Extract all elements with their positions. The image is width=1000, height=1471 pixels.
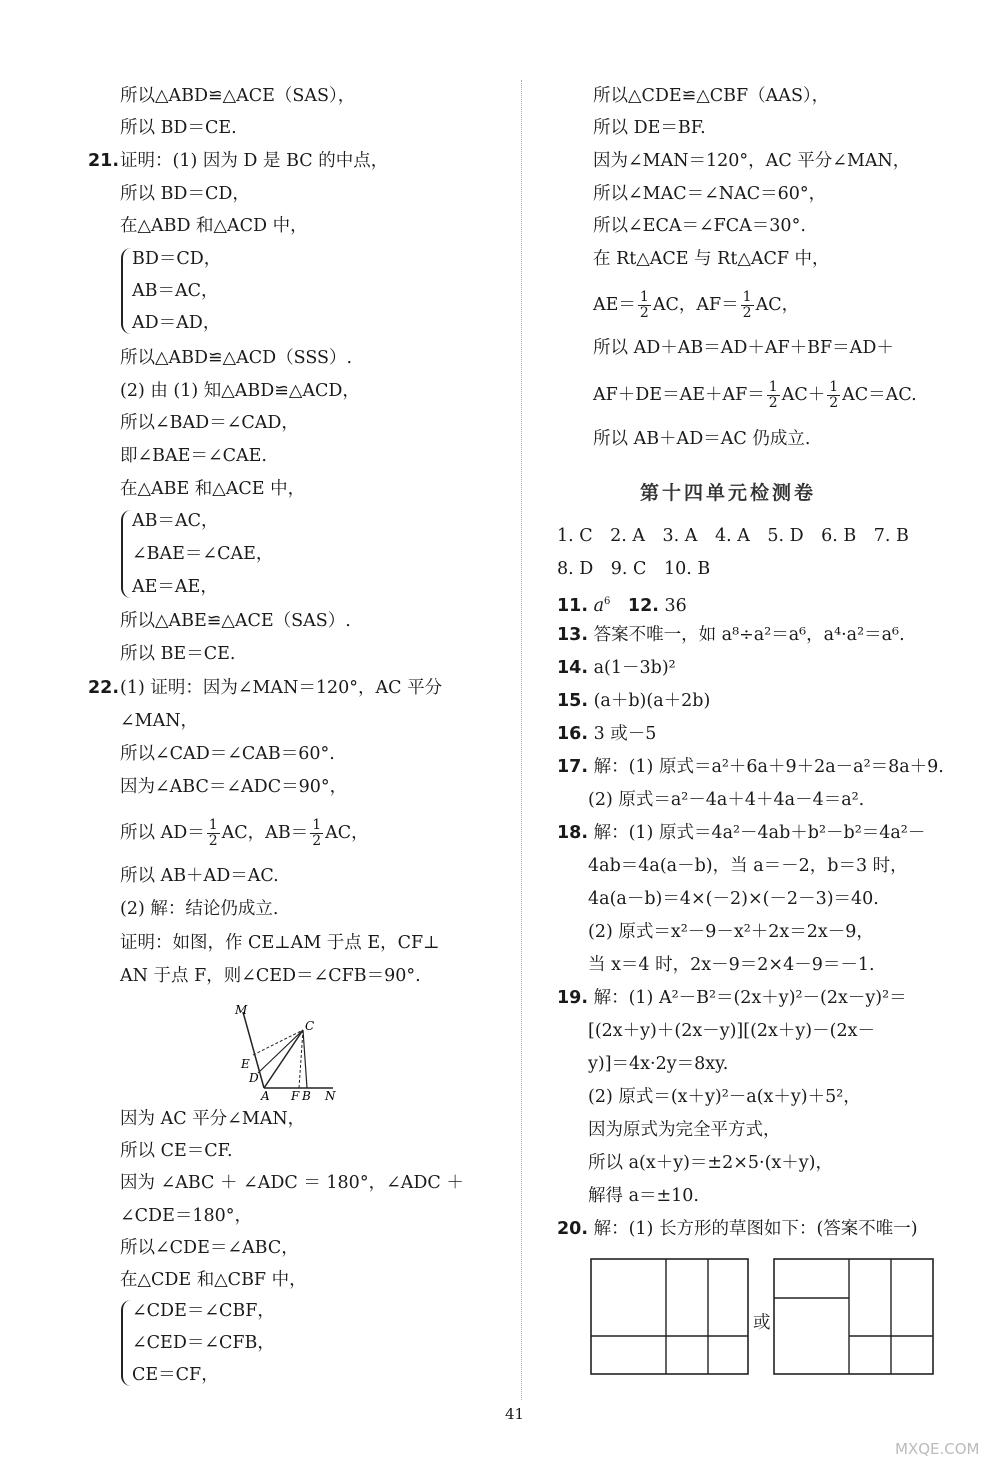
label-d: D (249, 1071, 259, 1085)
numerator: 1 (639, 289, 649, 305)
brace (121, 248, 131, 334)
denominator: 2 (312, 833, 322, 849)
geometry-figure (225, 1000, 345, 1105)
text-line: 当 x＝4 时，2x－9＝2×4－9＝－1. (588, 955, 875, 975)
answer-text: 解：(1) 长方形的草图如下：(答案不唯一) (593, 1219, 918, 1239)
text-segment: AC， (755, 295, 800, 315)
fraction-line (593, 290, 799, 321)
text-line: (2) 解：结论仍成立. (120, 899, 279, 919)
text-line: (1) 证明：因为∠MAN＝120°，AC 平分 (120, 678, 443, 698)
text-segment: AC，AF＝ (652, 295, 739, 315)
text-line: (2) 原式＝(x＋y)²－a(x＋y)＋5²， (588, 1087, 861, 1107)
answer-number: 15. (557, 691, 589, 711)
answer-17 (557, 756, 944, 778)
segment-ce (253, 1030, 303, 1055)
text-line: y)]＝4x·2y＝8xy. (588, 1054, 729, 1074)
answers-row: 1. C 2. A 3. A 4. A 5. D 6. B 7. B (557, 526, 909, 546)
text-line: ∠CED＝∠CFB， (132, 1333, 275, 1353)
text-line: 所以 a(x＋y)＝±2×5·(x＋y)， (588, 1153, 833, 1173)
text-line: 所以 BD＝CE. (120, 118, 237, 138)
brace (121, 1300, 131, 1386)
text-line: 在 Rt△ACE 与 Rt△ACF 中， (593, 249, 830, 269)
text-line: BD＝CD， (132, 249, 222, 269)
text-line: 所以∠BAD＝∠CAD， (120, 413, 299, 433)
label-b: B (302, 1089, 311, 1103)
text-segment: AC， (325, 823, 369, 843)
outer-rect (591, 1259, 748, 1374)
text-segment: 所以 AD＝ (120, 823, 205, 843)
label-m: M (235, 1003, 248, 1017)
segment-cb (303, 1030, 307, 1088)
brace (121, 510, 131, 598)
text-line: 所以 BD＝CD， (120, 184, 250, 204)
answer-15 (557, 690, 710, 712)
rectangle-sketch-2 (773, 1258, 935, 1376)
segment-cd (258, 1030, 303, 1073)
numerator: 1 (312, 817, 322, 833)
numerator: 1 (768, 379, 778, 395)
text-line: 解得 a＝±10. (588, 1186, 699, 1206)
answer-text: 解：(1) A²－B²＝(2x＋y)²－(2x－y)²＝ (593, 988, 907, 1008)
text-line: 所以 DE＝BF. (593, 118, 706, 138)
numerator: 1 (208, 817, 218, 833)
text-segment: AC，AB＝ (221, 823, 309, 843)
text-line: 证明：如图，作 CE⊥AM 于点 E，CF⊥ (120, 933, 440, 953)
answer-14 (557, 657, 676, 679)
text-line: AN 于点 F，则∠CED＝∠CFB＝90°. (120, 966, 421, 986)
text-line: ∠MAN， (120, 711, 199, 731)
label-n: N (325, 1089, 336, 1103)
answer-number: 13. (557, 625, 589, 645)
label-c: C (305, 1019, 315, 1033)
denominator: 2 (639, 305, 649, 321)
answer-16 (557, 723, 656, 745)
text-line: 即∠BAE＝∠CAE. (120, 446, 267, 466)
text-segment: AC＝AC. (842, 385, 917, 405)
text-line: 因为原式为完全平方式， (588, 1120, 781, 1140)
answer-text: 答案不唯一，如 a⁸÷a²＝a⁶，a⁴·a²＝a⁶. (593, 625, 905, 645)
text-line: AB＝AC， (132, 511, 219, 531)
text-line: 所以∠CDE＝∠ABC， (120, 1238, 299, 1258)
answer-text: a(1－3b)² (593, 658, 676, 678)
fraction-line (593, 380, 917, 411)
text-line: 因为 AC 平分∠MAN， (120, 1109, 306, 1129)
answer-text: 3 或－5 (593, 724, 657, 744)
text-line: 所以∠CAD＝∠CAB＝60°. (120, 744, 335, 764)
fraction (741, 290, 754, 321)
column-divider (521, 80, 522, 1400)
text-line: 在△CDE 和△CBF 中， (120, 1270, 307, 1290)
fraction (310, 818, 323, 849)
or-label: 或 (753, 1313, 771, 1333)
denominator: 2 (208, 833, 218, 849)
fraction (827, 380, 840, 411)
answer-20 (557, 1218, 918, 1240)
label-e: E (241, 1057, 250, 1071)
page-number: 41 (505, 1405, 525, 1423)
denominator: 2 (829, 395, 839, 411)
text-line: (2) 原式＝a²－4a＋4＋4a－4＝a². (588, 790, 865, 810)
watermark: MXQE.COM (895, 1440, 980, 1458)
text-line: 所以 CE＝CF. (120, 1141, 233, 1161)
text-line: 因为∠MAN＝120°，AC 平分∠MAN， (593, 151, 911, 171)
answer-number: 19. (557, 988, 589, 1008)
answer-number: 16. (557, 724, 589, 744)
denominator: 2 (768, 395, 778, 411)
label-a: A (261, 1089, 270, 1103)
text-line: 所以 AD＋AB＝AD＋AF＋BF＝AD＋ (593, 338, 894, 358)
superscript: 6 (604, 596, 611, 607)
text-line: 所以∠MAC＝∠NAC＝60°， (593, 184, 827, 204)
text-line: AE＝AE， (132, 577, 218, 597)
text-line: 所以 AB＋AD＝AC. (120, 866, 279, 886)
numerator: 1 (742, 289, 752, 305)
text-line: 所以△CDE≌△CBF（AAS）， (593, 86, 830, 106)
answer-number: 11. (557, 595, 589, 616)
text-line: 所以△ABE≌△ACE（SAS）. (120, 611, 351, 631)
question-number-21: 21. (88, 151, 120, 171)
denominator: 2 (742, 305, 752, 321)
text-segment: AC＋ (781, 385, 826, 405)
text-line: 在△ABD 和△ACD 中， (120, 216, 308, 236)
text-line: 所以△ABD≌△ACD（SSS）. (120, 348, 353, 368)
answer-text: 解：(1) 原式＝4a²－4ab＋b²－b²＝4a²－ (593, 823, 926, 843)
text-line: 在△ABE 和△ACE 中， (120, 479, 306, 499)
text-line: 所以 BE＝CE. (120, 644, 236, 664)
text-line: 证明：(1) 因为 D 是 BC 的中点， (120, 151, 389, 171)
text-line: ∠CDE＝180°， (120, 1206, 253, 1226)
question-number-22: 22. (88, 678, 120, 698)
fraction-line (120, 818, 369, 849)
answer-18 (557, 822, 925, 844)
answer-text: 36 (664, 595, 687, 616)
text-line: 4ab＝4a(a－b)，当 a＝－2，b＝3 时， (588, 856, 908, 876)
fraction (767, 380, 780, 411)
text-line: ∠BAE＝∠CAE， (132, 544, 274, 564)
segment-cf (299, 1030, 303, 1088)
answer-number: 17. (557, 757, 589, 777)
text-segment: AE＝ (593, 295, 636, 315)
rectangle-sketch-1 (590, 1258, 750, 1376)
text-line: 所以△ABD≌△ACE（SAS）， (120, 86, 356, 106)
text-line: 因为 ∠ABC ＋ ∠ADC ＝ 180°，∠ADC ＋ (120, 1173, 464, 1193)
text-segment: AF＋DE＝AE＋AF＝ (593, 385, 765, 405)
answer-number: 20. (557, 1219, 589, 1239)
text-line: (2) 由 (1) 知△ABD≌△ACD， (120, 381, 360, 401)
answer-number: 18. (557, 823, 589, 843)
text-line: [(2x＋y)＋(2x－y)][(2x＋y)－(2x－ (588, 1021, 875, 1041)
answer-text: a (593, 595, 605, 616)
answer-text: (a＋b)(a＋2b) (593, 691, 711, 711)
text-line: AB＝AC， (132, 281, 219, 301)
answer-13 (557, 624, 905, 646)
answer-11-12 (557, 591, 687, 617)
label-f: F (291, 1089, 300, 1103)
fraction (638, 290, 651, 321)
numerator: 1 (829, 379, 839, 395)
text-line: AD＝AD， (132, 313, 221, 333)
answer-19 (557, 987, 907, 1009)
answers-row: 8. D 9. C 10. B (557, 559, 711, 579)
text-line: 4a(a－b)＝4×(－2)×(－2－3)＝40. (588, 889, 879, 909)
answer-number: 12. (627, 595, 659, 616)
segment-ac (264, 1030, 303, 1088)
outer-rect (774, 1259, 933, 1374)
text-line: 所以 AB＋AD＝AC 仍成立. (593, 429, 811, 449)
text-line: ∠CDE＝∠CBF， (132, 1301, 275, 1321)
answer-number: 14. (557, 658, 589, 678)
text-line: (2) 原式＝x²－9－x²＋2x＝2x－9， (588, 922, 874, 942)
answer-text: 解：(1) 原式＝a²＋6a＋9＋2a－a²＝8a＋9. (593, 757, 944, 777)
text-line: CE＝CF， (132, 1365, 219, 1385)
text-line: 因为∠ABC＝∠ADC＝90°， (120, 777, 348, 797)
section-title: 第十四单元检测卷 (640, 482, 817, 504)
fraction (207, 818, 220, 849)
text-line: 所以∠ECA＝∠FCA＝30°. (593, 216, 806, 236)
